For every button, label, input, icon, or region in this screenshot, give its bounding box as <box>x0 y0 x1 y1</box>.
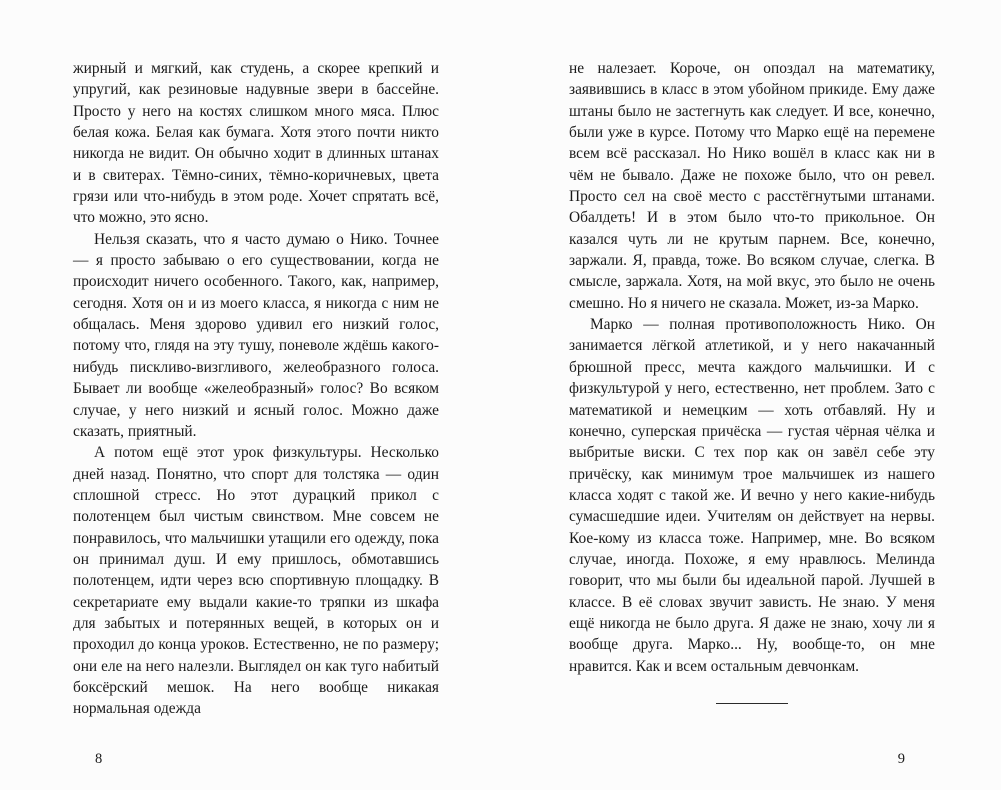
paragraph: А потом ещё этот урок физкультуры. Несколько дней назад. Понятно, что спорт для толстяка — один сплошной стресс. Но этот дурацкий прикол с полотенцем был чистым свинством. Мне совсем не понравилось, что мальчишки утащили его одежду, пока он принимал душ. И ему пришлось, обмотавшись полотенцем, идти через всю спортивную площадку. В секретариате ему выдали какие-то тряпки из шкафа для забытых и потерянных вещей, в которых он и проходил до конца уроков. Естественно, не по размеру; они еле на него налезли. Выглядел он как туго набитый боксёрский мешок. На него вообще никакая нормальная одежда <box>73 444 439 718</box>
page-number-left: 8 <box>95 750 103 767</box>
paragraph: Марко — полная противоположность Нико. Он занимается лёгкой атлетикой, и у него накачанный брюшной пресс, мечта каждого мальчишки. И с физкультурой у него, естественно, нет проблем. Зато с математикой и немецким — хоть отбавляй. Ну и конечно, суперская причёска — густая чёрная чёлка и выбритые виски. С тех пор как он завёл себе эту причёску, как минимум трое мальчишек из нашего класса ходят с такой же. И вечно у него какие-нибудь сумасшедшие идеи. Учителям он действует на нервы. Кое-кому из класса тоже. Например, мне. Во всяком случае, иногда. Похоже, я ему нравлюсь. Мелинда говорит, что мы были бы идеальной парой. Лучшей в классе. В её словах звучит зависть. Не знаю. У меня ещё никогда не было друга. Я даже не знаю, хочу ли я вообще друга. Марко... Ну, вообще-то, он мне нравится. Как и всем остальным девчонкам. <box>569 316 935 675</box>
right-page-textblock <box>569 58 935 677</box>
page-number-right: 9 <box>897 750 905 767</box>
paragraph: Нельзя сказать, что я часто думаю о Нико. Точнее — я просто забываю о его существовании, когда не происходит ничего особенного. Такого, как, например, сегодня. Хотя он и из моего класса, я никогда с ним не общалась. Меня здорово удивил его низкий голос, потому что, глядя на эту тушу, поневоле ждёшь какого-нибудь пискливо-визгливого, желеобразного голоса. Бывает ли вообще «желеобразный» голос? Во всяком случае, у него низкий и ясный голос. Можно даже сказать, приятный. <box>73 230 439 440</box>
left-page <box>0 0 500 790</box>
right-page <box>500 0 1001 790</box>
section-divider-rule <box>716 703 788 704</box>
section-divider-wrap <box>569 703 935 704</box>
paragraph: жирный и мягкий, как студень, а скорее крепкий и упругий, как резиновые надувные звери в бассейне. Просто у него на костях слишком много мяса. Плюс белая кожа. Белая как бумага. Хотя этого почти никто никогда не видит. Он обычно ходит в длинных штанах и в свитерах. Тёмно-синих, тёмно-коричневых, цвета грязи или что-нибудь в этом роде. Хочет спрятать всё, что можно, это ясно. <box>73 60 439 227</box>
left-page-textblock <box>73 58 439 720</box>
paragraph: не налезает. Короче, он опоздал на математику, заявившись в класс в этом убойном прикиде. Ему даже штаны было не застегнуть как следует. И все, конечно, были уже в курсе. Потому что Марко ещё на перемене всем всё рассказал. Но Нико вошёл в класс как ни в чём не бывало. Даже не похоже было, что он ревел. Просто сел на своё место с расстёгнутыми штанами. Обалдеть! И в этом было что-то прикольное. Он казался чуть ли не крутым парнем. Все, конечно, заржали. Я, правда, тоже. Во всяком случае, слегка. В смысле, заржала. Хотя, на мой вкус, это было не очень смешно. Но я ничего не сказала. Может, из-за Марко. <box>569 60 935 312</box>
